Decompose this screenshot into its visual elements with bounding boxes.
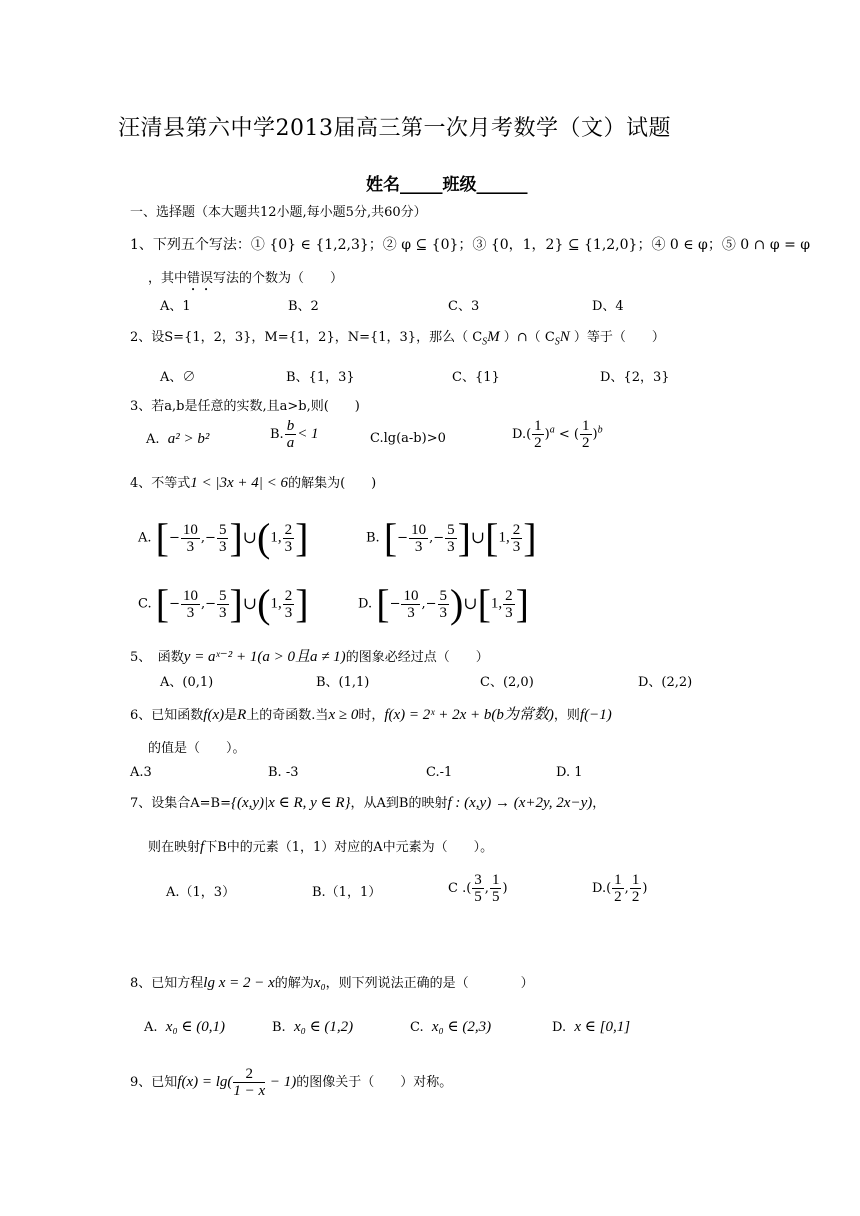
name-class-line: 姓名_____班级______ [366, 175, 528, 195]
q5-stem: 5、 函数y = aˣ⁻² + 1(a > 0且a ≠ 1)的图象必经过点（ ） [130, 649, 489, 665]
q6-option-c: C.-1 [426, 765, 453, 780]
q7-stem-line2: 则在映射f下B中的元素（1，1）对应的A中元素为（ ）。 [148, 839, 494, 855]
q8-option-c: C. x₀ ∈ (2,3) [410, 1019, 492, 1035]
q6-option-a: A.3 [130, 765, 152, 780]
q6-option-b: B. -3 [268, 765, 299, 780]
q3-option-b: B. $\frac{b}{a}$ < 1 [270, 418, 319, 451]
q8-option-b: B. x₀ ∈ (1,2) [272, 1019, 354, 1035]
q8-option-a: A. x₀ ∈ (0,1) [144, 1019, 226, 1035]
q2-option-a: A、∅ [160, 370, 196, 385]
q8-option-d: D. x ∈ [0,1] [552, 1019, 631, 1035]
q1-stem: 1、下列五个写法：① {0} ∈ {1,2,3}；② φ ⊆ {0}；③ {0，1，2} ⊆ {1,2,0}；④ 0 ∈ φ；⑤ 0 ∩ φ = φ [130, 237, 811, 253]
section-heading: 一、选择题（本大题共12小题,每小题5分,共60分） [130, 205, 427, 220]
q7-stem: 7、设集合A=B={(x,y)|x ∈ R, y ∈ R}，从A到B的映射f : (x,y) → (x+2y, 2x−y)， [130, 795, 606, 811]
q1-option-c: C、3 [448, 299, 480, 314]
page-title: 汪清县第六中学2013届高三第一次月考数学（文）试题 [118, 116, 671, 141]
q5-option-b: B、(1,1) [316, 675, 370, 690]
q2-option-d: D、{2，3} [600, 370, 670, 385]
q2-option-b: B、{1，3} [286, 370, 355, 385]
q4-stem: 4、不等式1 < |3x + 4| < 6的解集为( ) [130, 475, 377, 491]
q6-stem-line2: 的值是（ ）。 [148, 741, 246, 756]
q7-option-c: C .( $\frac{3}{5}$ , $\frac{1}{5}$ ) [448, 872, 508, 905]
q2-stem: 2、设S={1，2，3}，M={1，2}，N={1，3}，那么（ $C_SM$ ）∩（ $C_SN$ ）等于（ ） [130, 329, 665, 348]
q4-option-a: A. [− $\frac{10}{3}$ ,− $\frac{5}{3}$ ]∪(1, $\frac{2}{3}$ ] [138, 515, 309, 560]
q6-option-d: D. 1 [556, 765, 583, 780]
q7-option-b: B.（1，1） [312, 885, 382, 900]
q3-stem: 3、若a,b是任意的实数,且a>b,则( ) [130, 399, 360, 414]
q5-option-a: A、(0,1) [160, 675, 214, 690]
q1-stem-line2: ，其中错误写法的个数为（ ） [148, 271, 344, 286]
q4-option-c: C. [− $\frac{10}{3}$ ,− $\frac{5}{3}$ ]∪(1, $\frac{2}{3}$ ] [138, 581, 309, 626]
q2-option-c: C、{1} [452, 370, 500, 385]
q1-option-d: D、4 [592, 299, 624, 314]
q6-stem: 6、已知函数f(x)是R上的奇函数.当x ≥ 0时，f(x) = 2ˣ + 2x + b(b为常数)，则f(−1) [130, 707, 612, 723]
q5-option-d: D、(2,2) [638, 675, 693, 690]
q4-option-d: D. [− $\frac{10}{3}$ ,− $\frac{5}{3}$ )∪[1, $\frac{2}{3}$ ] [358, 581, 529, 626]
q7-option-a: A.（1，3） [166, 885, 236, 900]
q3-option-a: A. a² > b² [146, 431, 210, 447]
q3-option-c: C.lg(a-b)>0 [370, 431, 446, 446]
q9-stem: 9、已知f(x) = lg( $\frac{2}{1 - x}$ − 1)的图像关于（ ）对称。 [130, 1066, 453, 1099]
q1-option-a: A、1 [160, 299, 191, 314]
q3-option-d: D.( $\frac{1}{2}$ )$^a$ < ( $\frac{1}{2}$ )$^b$ [512, 418, 603, 451]
q5-option-c: C、(2,0) [480, 675, 534, 690]
q4-option-b: B. [− $\frac{10}{3}$ ,− $\frac{5}{3}$ ]∪[1, $\frac{2}{3}$ ] [366, 515, 537, 560]
q1-option-b: B、2 [288, 299, 319, 314]
q8-stem: 8、已知方程lg x = 2 − x的解为x₀，则下列说法正确的是（ ） [130, 975, 534, 991]
q7-option-d: D.( $\frac{1}{2}$ , $\frac{1}{2}$ ) [592, 872, 648, 905]
